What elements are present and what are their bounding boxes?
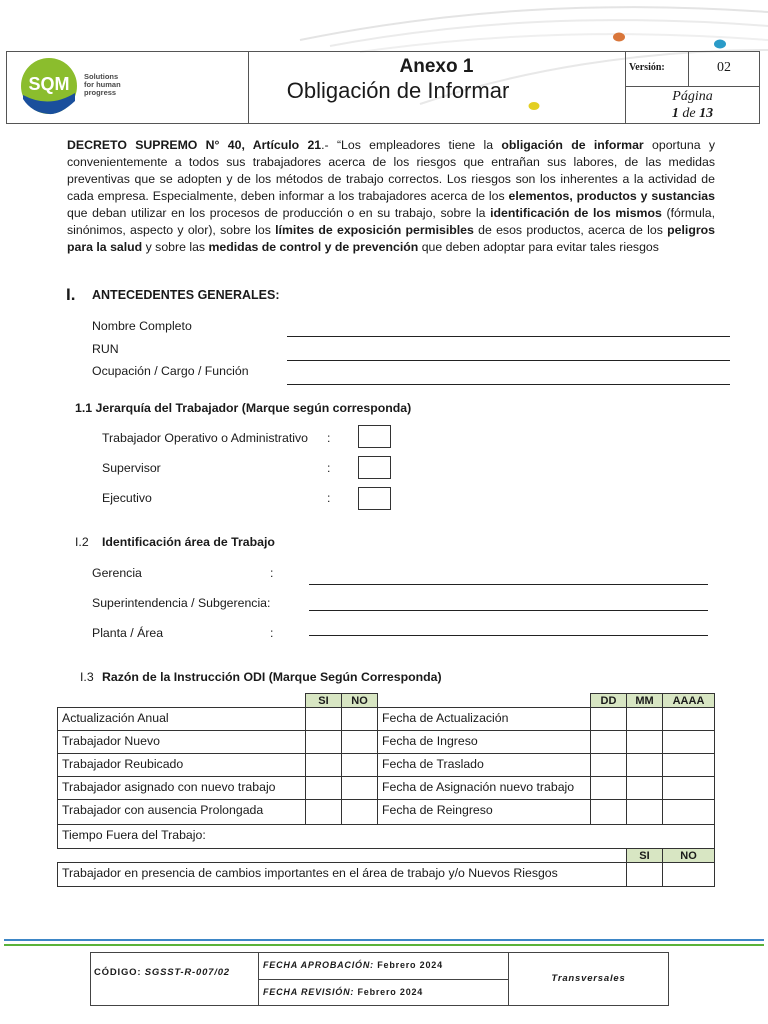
cambios-cell: Trabajador en presencia de cambios importantes en el área de trabajo y/o Nuevos Riesgos [57,862,627,887]
col-header-si: SI [626,848,663,863]
year-input[interactable] [662,707,715,731]
decree-paragraph [67,137,715,256]
day-input[interactable] [590,730,627,754]
field-label-ocupacion: Ocupación / Cargo / Función [92,364,249,378]
page-label: Página [672,89,713,104]
option-label: Trabajador Operativo o Administrativo [102,431,308,445]
no-checkbox[interactable] [341,776,378,800]
reason-cell: Trabajador con ausencia Prolongada [57,799,306,825]
decree-bold: identificación de los mismos [490,206,662,220]
col-header-no: NO [341,693,378,708]
day-input[interactable] [590,753,627,777]
col-header-dd: DD [590,693,627,708]
decree-bold: medidas de control y de prevención [208,240,419,254]
nombre-input-line[interactable] [287,336,730,337]
colon: : [327,431,331,445]
year-input[interactable] [662,753,715,777]
no-checkbox[interactable] [341,707,378,731]
colon: : [327,491,331,505]
month-input[interactable] [626,753,663,777]
footer-codigo [94,967,230,978]
page-total: 13 [699,106,714,121]
reason-cell: Trabajador asignado con nuevo trabajo [57,776,306,800]
revision-label: FECHA REVISIÓN: [263,987,355,997]
col-header-no: NO [662,848,715,863]
colon: : [270,566,274,580]
razon-number: I.3 [80,670,94,684]
jerarquia-title: 1.1 Jerarquía del Trabajador (Marque según corresponda) [75,401,412,415]
decree-text: y sobre las [142,240,209,254]
reason-cell: Actualización Anual [57,707,306,731]
page-number [625,106,760,122]
version-box-divider [625,86,760,87]
option-label: Ejecutivo [102,491,152,505]
logo-tagline-line: Solutions [84,72,119,81]
day-input[interactable] [590,799,627,825]
decree-text: que deben adoptar para evitar tales riesgos [418,240,659,254]
no-checkbox[interactable] [341,730,378,754]
si-checkbox[interactable] [305,799,342,825]
field-label-run: RUN [92,342,119,356]
codigo-value: SGSST-R-007/02 [144,967,230,978]
year-input[interactable] [662,776,715,800]
orange-dot-icon [613,33,625,42]
checkbox-operativo[interactable] [358,425,391,448]
decree-text: .- “Los empleadores tiene la [321,138,502,152]
si-checkbox[interactable] [626,862,663,887]
month-input[interactable] [626,776,663,800]
colon: : [270,626,274,640]
revision-value: Febrero 2024 [357,987,424,997]
area-title: Identificación área de Trabajo [102,535,275,549]
no-checkbox[interactable] [341,753,378,777]
decree-text: de esos productos, acerca de los [473,223,668,237]
planta-input-line[interactable] [309,635,708,636]
area-number: I.2 [75,535,89,549]
ocupacion-input-line[interactable] [287,384,730,385]
reason-cell: Trabajador Nuevo [57,730,306,754]
logo-tagline-line: for human [84,80,121,89]
section-number: I. [66,285,76,304]
page-current: 1 [671,106,679,121]
aprobacion-value: Febrero 2024 [377,960,443,970]
document-subtitle: Obligación de Informar [286,78,510,103]
footer-blue-line [4,939,764,941]
svg-text:SQM: SQM [28,74,70,94]
footer-aprobacion [263,960,443,970]
decree-bold: obligación de informar [501,138,644,152]
footer-scope: Transversales [551,973,626,984]
field-label-superintendencia: Superintendencia / Subgerencia: [92,596,271,610]
section-title: ANTECEDENTES GENERALES: [92,288,280,302]
no-checkbox[interactable] [662,862,715,887]
col-header-si: SI [305,693,342,708]
date-label-cell: Fecha de Traslado [377,753,591,777]
blue-dot-icon [714,40,726,49]
year-input[interactable] [662,730,715,754]
decree-bold: elementos, productos y sustancias [508,189,715,203]
codigo-label: CÓDIGO: [94,967,142,978]
si-checkbox[interactable] [305,753,342,777]
logo-tagline-line: progress [84,88,117,97]
aprobacion-label: FECHA APROBACIÓN: [263,960,374,970]
reason-cell: Trabajador Reubicado [57,753,306,777]
superintendencia-input-line[interactable] [309,610,708,611]
col-header-aaaa: AAAA [662,693,715,708]
run-input-line[interactable] [287,360,730,361]
page-of: de [682,106,696,121]
si-checkbox[interactable] [305,730,342,754]
footer-revision [263,987,423,997]
date-label-cell: Fecha de Reingreso [377,799,591,825]
year-input[interactable] [662,799,715,825]
field-label-planta: Planta / Área [92,626,164,640]
month-input[interactable] [626,799,663,825]
logo-tagline [84,73,144,97]
date-label-cell: Fecha de Asignación nuevo trabajo [377,776,591,800]
decree-text: que deban utilizar en los procesos de producción o en su trabajo, sobre la [67,206,491,220]
version-value: 02 [717,60,731,75]
date-label-cell: Fecha de Actualización [377,707,591,731]
decree-bold: límites de exposición permisibles [275,223,474,237]
document-title: Anexo 1 [399,56,474,77]
gerencia-input-line[interactable] [309,584,708,585]
field-label-gerencia: Gerencia [92,566,142,580]
option-label: Supervisor [102,461,161,475]
tiempo-fuera-cell[interactable]: Tiempo Fuera del Trabajo: [57,824,715,849]
day-input[interactable] [590,707,627,731]
decree-lead: DECRETO SUPREMO N° 40, Artículo 21 [67,138,322,152]
si-checkbox[interactable] [305,707,342,731]
version-label: Versión: [629,62,665,73]
field-label-nombre: Nombre Completo [92,319,192,333]
month-input[interactable] [626,707,663,731]
no-checkbox[interactable] [341,799,378,825]
razon-title: Razón de la Instrucción ODI (Marque Según Corresponda) [102,670,442,684]
footer-divider [258,979,508,980]
colon: : [327,461,331,475]
checkbox-ejecutivo[interactable] [358,487,391,510]
footer-green-line [4,944,764,946]
month-input[interactable] [626,730,663,754]
decree-bold: peligros para la salud [67,223,715,254]
checkbox-supervisor[interactable] [358,456,391,479]
day-input[interactable] [590,776,627,800]
decree-text: (fórmula, sinónimos, aspecto y olor), sobre los [67,206,715,237]
decree-text: oportuna y convenientemente a todos sus trabajadores acerca de los riesgos que entrañan sus labores, de las medidas preventivas que se adopten y de los métodos de trabajo correctos. Los riesgos son los inherentes a la actividad de cada empresa. Especialmente, deben informar a los trabajadores acerca de los [67,138,716,203]
date-label-cell: Fecha de Ingreso [377,730,591,754]
col-header-mm: MM [626,693,663,708]
si-checkbox[interactable] [305,776,342,800]
sqm-logo-icon [20,57,78,115]
